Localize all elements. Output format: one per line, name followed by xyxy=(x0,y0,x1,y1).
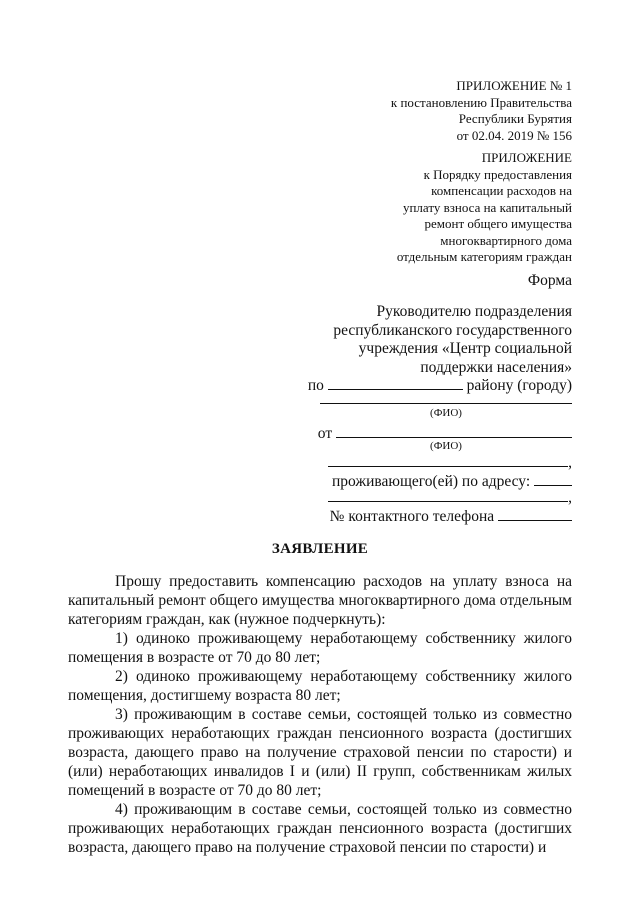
appendix-1-line: от 02.04. 2019 № 156 xyxy=(456,127,572,143)
addressee-line: поддержки населения» xyxy=(420,358,572,376)
applicant-extra-blank[interactable] xyxy=(328,453,568,467)
appendix-1-line: ПРИЛОЖЕНИЕ № 1 xyxy=(456,78,572,93)
option-paragraph[interactable]: 3) проживающим в составе семьи, состоящей только из совместно проживающих неработающих граждан пенсионного возраста (достигших возраста, дающего право на получение страховой пенсии по старости) и (или) неработающих инвалидов I и (или) II групп, собственникам жилых помещений в возрасте от 70 до 80 лет; xyxy=(68,706,572,799)
appendix-2-line: ПРИЛОЖЕНИЕ xyxy=(481,150,572,165)
appendix-1-header xyxy=(391,78,572,144)
appendix-2-line: уплату взноса на капитальный xyxy=(402,199,572,215)
application-body xyxy=(68,572,572,857)
from-prefix: от xyxy=(317,425,333,442)
district-row xyxy=(308,376,572,395)
appendix-2-line: отдельным категориям граждан xyxy=(396,249,572,264)
appendix-2-line: к Порядку предоставления xyxy=(423,166,572,182)
phone-label: № контактного телефона xyxy=(329,508,495,525)
fio-caption: (ФИО) xyxy=(430,407,462,419)
applicant-fio-blank[interactable] xyxy=(336,424,572,438)
appendix-2-header xyxy=(397,150,572,266)
option-paragraph[interactable]: 2) одиноко проживающему неработающему собственнику жилого помещения, достигшему возраста 80 лет; xyxy=(68,668,572,704)
appendix-2-line: компенсации расходов на xyxy=(431,183,572,198)
appendix-1-line: Республики Бурятия xyxy=(458,111,572,126)
addressee-line: Руководителю подразделения xyxy=(376,303,572,320)
appendix-2-line: ремонт общего имущества xyxy=(424,216,572,231)
address-label: проживающего(ей) по адресу: xyxy=(332,473,531,490)
district-suffix: району (городу) xyxy=(466,377,572,394)
document-title: ЗАЯВЛЕНИЕ xyxy=(271,541,369,557)
fio-caption: (ФИО) xyxy=(430,440,462,452)
phone-blank[interactable] xyxy=(498,507,572,521)
district-prefix: по xyxy=(307,377,324,394)
applicant-extra-row: , xyxy=(328,453,572,472)
address-continuation-row: , xyxy=(328,488,572,507)
addressee-block xyxy=(333,303,572,377)
district-blank[interactable] xyxy=(328,376,463,390)
option-paragraph[interactable]: 4) проживающим в составе семьи, состоящей только из совместно проживающих неработающих граждан пенсионного возраста (достигших возраста, дающего право на получение страховой пенсии по старости) и xyxy=(68,801,572,856)
addressee-line: учреждения «Центр социальной xyxy=(358,340,572,357)
form-label: Форма xyxy=(527,272,572,289)
addressee-fio-blank[interactable] xyxy=(320,403,572,404)
appendix-1-line: к постановлению Правительства xyxy=(390,94,572,110)
phone-row xyxy=(330,507,572,526)
address-blank[interactable] xyxy=(534,472,572,486)
addressee-line: республиканского государственного xyxy=(333,321,572,339)
option-paragraph[interactable]: 1) одиноко проживающему неработающему собственнику жилого помещения в возрасте от 70 до 80 лет; xyxy=(68,630,572,666)
address-continuation-blank[interactable] xyxy=(328,488,568,502)
appendix-2-line: многоквартирного дома xyxy=(440,232,572,248)
intro-paragraph: Прошу предоставить компенсацию расходов на уплату взноса на капитальный ремонт общего имущества многоквартирного дома отдельным категориям граждан, как (нужное подчеркнуть): xyxy=(68,573,572,628)
